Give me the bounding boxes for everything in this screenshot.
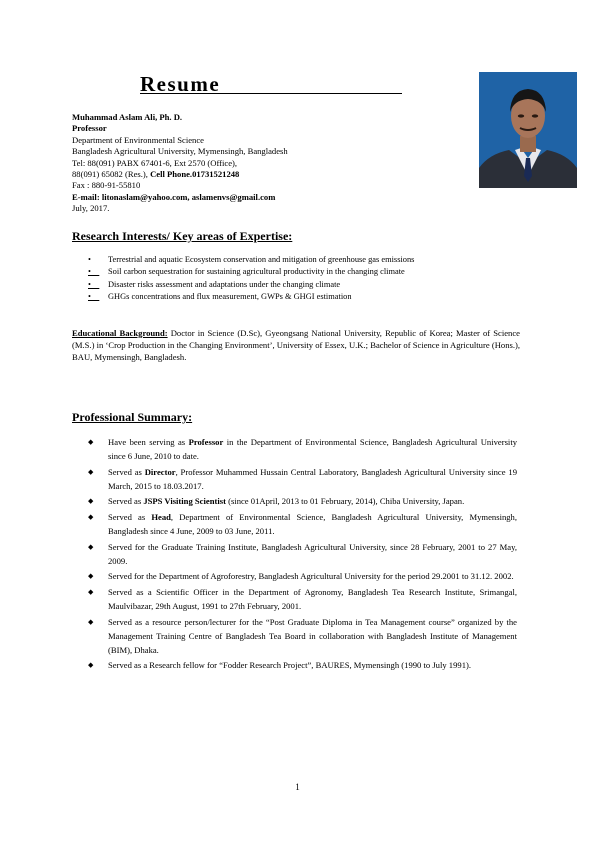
research-item-text: Terrestrial and aquatic Ecosystem conservation and mitigation of greenhouse gas emissions bbox=[108, 255, 415, 264]
bullet-icon: • bbox=[88, 292, 100, 302]
page-number: 1 bbox=[295, 782, 300, 792]
item-text: Served as a resource person/lecturer for the “Post Graduate Diploma in Tea Management course” organized by the Management Training Centre of Bangladesh Tea Board in collaboration with Bangladesh Institute of Management (BIM), Dhaka. bbox=[108, 616, 517, 655]
item-text: Served as bbox=[108, 496, 144, 507]
list-item bbox=[88, 266, 508, 278]
item-text: Served for the Department of Agroforestry, Bangladesh Agricultural University for the period 29.2001 to 31.12. 2002. bbox=[108, 571, 514, 582]
item-role: Head bbox=[151, 511, 171, 522]
title-underline bbox=[140, 93, 402, 94]
item-text: (since 01April, 2013 to 01 February, 2014), Chiba University, Japan. bbox=[225, 496, 465, 507]
document-date: July, 2017. bbox=[72, 203, 110, 214]
university: Bangladesh Agricultural University, Mymensingh, Bangladesh bbox=[72, 146, 288, 157]
list-item bbox=[88, 291, 508, 303]
bullet-icon: • bbox=[88, 267, 100, 277]
list-item bbox=[88, 435, 517, 463]
item-text: Served as bbox=[108, 511, 152, 522]
bullet-icon: • bbox=[88, 279, 100, 289]
item-text: Served as a Scientific Officer in the Department of Agronomy, Bangladesh Tea Research Institute, Srimangal, Maulvibazar, 29th August, 1991 to 27th February, 2001. bbox=[108, 586, 517, 612]
cell-phone: Cell Phone.01731521248 bbox=[150, 169, 240, 180]
research-item-text: Soil carbon sequestration for sustaining agricultural productivity in the changing climate bbox=[108, 267, 405, 277]
list-item bbox=[88, 585, 517, 613]
item-text: , Professor Muhammed Hussain Central Laboratory, Bangladesh Agricultural University since 19 March, 2015 to 18.03.2017. bbox=[108, 466, 517, 491]
item-text: Served as bbox=[108, 466, 145, 477]
item-text: Served for the Graduate Training Institute, Bangladesh Agricultural University, since 28 February, 2001 to 27 May, 2009. bbox=[108, 541, 517, 566]
list-item bbox=[88, 254, 508, 266]
telephone-office: Tel: 88(091) PABX 67401-6, Ext 2570 (Office), bbox=[72, 157, 238, 168]
research-item-text: GHGs concentrations and flux measurement, GWPs & GHGI estimation bbox=[108, 292, 352, 302]
diamond-bullet-icon: ◆ bbox=[88, 512, 94, 521]
list-item bbox=[88, 279, 508, 291]
item-role: Professor bbox=[188, 437, 224, 447]
contact-block bbox=[72, 112, 472, 215]
bullet-icon: • bbox=[88, 255, 91, 264]
list-item bbox=[88, 615, 517, 658]
research-heading: Research Interests/ Key areas of Expertise: bbox=[72, 229, 293, 243]
fax: Fax : 880-91-55810 bbox=[72, 180, 141, 191]
item-role: JSPS Visiting Scientist bbox=[143, 496, 226, 507]
item-role: Director bbox=[144, 466, 176, 477]
diamond-bullet-icon: ◆ bbox=[88, 572, 94, 581]
diamond-bullet-icon: ◆ bbox=[88, 467, 94, 476]
list-item bbox=[88, 465, 517, 493]
person-position: Professor bbox=[72, 123, 107, 134]
list-item bbox=[88, 540, 517, 568]
item-text: in the Department of Environmental Science, Bangladesh Agricultural University since 6 June, 2010 to date. bbox=[108, 437, 518, 462]
professional-list bbox=[88, 435, 517, 674]
diamond-bullet-icon: ◆ bbox=[88, 617, 94, 626]
diamond-bullet-icon: ◆ bbox=[88, 587, 94, 596]
research-item-text: Disaster risks assessment and adaptations under the changing climate bbox=[108, 279, 341, 289]
page-title: Resume bbox=[140, 72, 221, 96]
portrait-graphic bbox=[479, 72, 577, 188]
profile-photo bbox=[479, 72, 577, 188]
item-text: Served as a Research fellow for “Fodder Research Project”, BAURES, Mymensingh (1990 to July 1991). bbox=[108, 660, 472, 671]
research-list bbox=[88, 254, 508, 304]
list-item bbox=[88, 510, 517, 538]
list-item bbox=[88, 569, 517, 583]
item-text: , Department of Environmental Science, Bangladesh Agricultural University, Mymensingh, Bangladesh since 4 June, 2009 to 03 June, 2011. bbox=[108, 511, 517, 537]
residence-phone: 88(091) 65082 (Res.), bbox=[72, 169, 151, 180]
diamond-bullet-icon: ◆ bbox=[88, 497, 94, 506]
email: E-mail: litonaslam@yahoo.com, aslamenvs@gmail.com bbox=[72, 191, 276, 202]
professional-heading: Professional Summary: bbox=[72, 410, 193, 424]
diamond-bullet-icon: ◆ bbox=[88, 438, 94, 446]
list-item bbox=[88, 494, 517, 508]
education-paragraph bbox=[72, 327, 520, 363]
list-item bbox=[88, 658, 517, 672]
person-name: Muhammad Aslam Ali, Ph. D. bbox=[72, 112, 183, 122]
department: Department of Environmental Science bbox=[72, 134, 204, 145]
telephone-residence bbox=[72, 169, 472, 180]
diamond-bullet-icon: ◆ bbox=[88, 542, 94, 551]
item-text: Have been serving as bbox=[108, 437, 189, 447]
education-label: Educational Background: bbox=[72, 328, 168, 338]
education-text: Doctor in Science (D.Sc), Gyeongsang National University, Republic of Korea; Master of Science (M.S.) in ‘Crop Production in the Changing Environment’, University of Essex, U.K.; Bachelor of Science in Agriculture (Hons.), BAU, Mymensingh, Bangladesh. bbox=[72, 328, 520, 362]
diamond-bullet-icon: ◆ bbox=[88, 661, 94, 670]
